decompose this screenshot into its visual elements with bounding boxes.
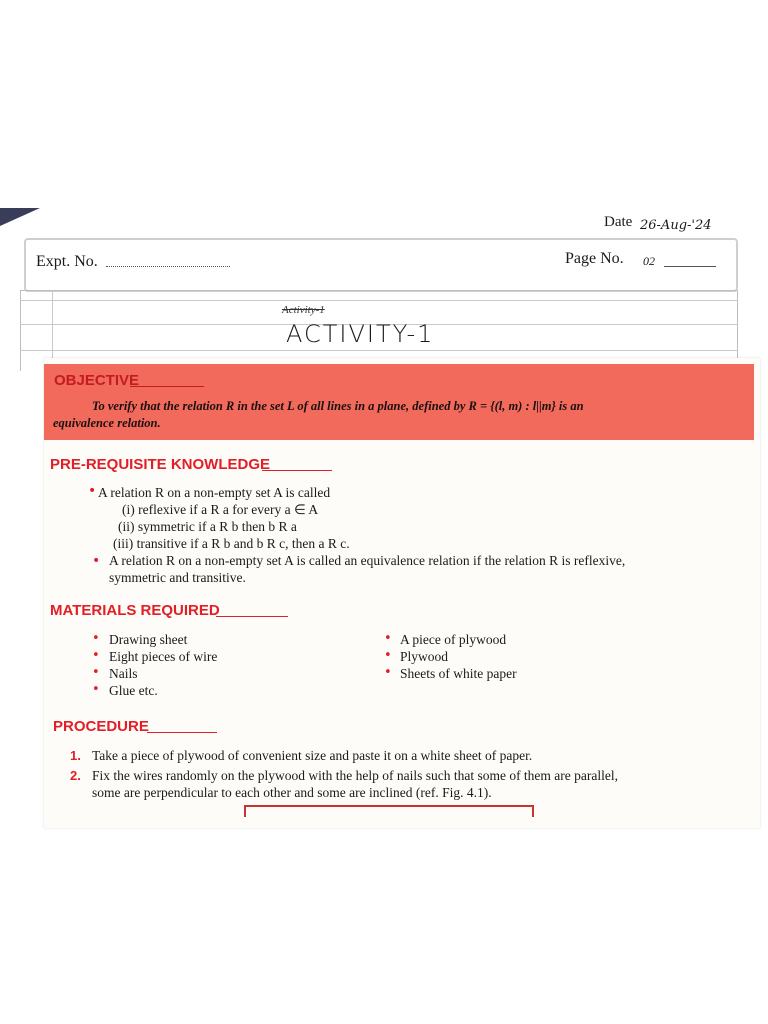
- page-no-blank: [664, 266, 716, 267]
- objective-underline: [130, 386, 204, 387]
- figure-frame: [244, 805, 534, 817]
- procedure-heading: PROCEDURE: [53, 718, 149, 735]
- material-item: Nails: [109, 666, 138, 681]
- date-label: Date: [604, 214, 633, 230]
- bullet-icon: •: [384, 648, 392, 663]
- bullet-icon: •: [384, 631, 392, 646]
- material-item: Plywood: [400, 649, 449, 664]
- bullet-icon: •: [88, 483, 97, 499]
- procedure-step: Fix the wires randomly on the plywood with the help of nails such that some of them are parallel,: [92, 768, 619, 783]
- struck-out-heading: Activity-1: [282, 304, 325, 316]
- expt-no-label: Expt. No.: [36, 253, 98, 270]
- prerequisite-subitem: (iii) transitive if a R b and b R c, then a R c.: [113, 536, 350, 551]
- ruled-line: [20, 300, 738, 301]
- objective-text-cont: equivalence relation.: [53, 416, 161, 430]
- objective-heading: OBJECTIVE: [54, 372, 140, 389]
- bullet-icon: •: [92, 631, 100, 646]
- material-item: Glue etc.: [109, 683, 158, 698]
- materials-heading: MATERIALS REQUIRED: [50, 602, 220, 619]
- bullet-icon: •: [384, 665, 392, 680]
- procedure-underline: [147, 732, 217, 733]
- prerequisite-subitem: (ii) symmetric if a R b then b R a: [118, 519, 297, 534]
- procedure-step-cont: some are perpendicular to each other and some are inclined (ref. Fig. 4.1).: [92, 785, 492, 800]
- bullet-icon: •: [92, 553, 101, 569]
- prerequisite-subitem: (i) reflexive if a R a for every a ∈ A: [122, 502, 319, 517]
- date-value: 26-Aug-'24: [640, 218, 712, 233]
- prerequisite-item-cont: symmetric and transitive.: [109, 570, 246, 585]
- prerequisite-underline: [262, 470, 332, 471]
- material-item: Drawing sheet: [109, 632, 188, 647]
- step-number: 2.: [70, 768, 81, 783]
- prerequisite-item: A relation R on a non-empty set A is called: [98, 485, 331, 500]
- expt-no-blank: [106, 266, 230, 267]
- ruled-line: [20, 350, 738, 351]
- material-item: Sheets of white paper: [400, 666, 517, 681]
- material-item: A piece of plywood: [400, 632, 507, 647]
- bullet-icon: •: [92, 665, 100, 680]
- material-item: Eight pieces of wire: [109, 649, 218, 664]
- materials-underline: [216, 616, 288, 617]
- page-no-label: Page No.: [565, 250, 624, 267]
- prerequisite-heading: PRE-REQUISITE KNOWLEDGE: [50, 456, 271, 473]
- prerequisite-item: A relation R on a non-empty set A is called an equivalence relation if the relation R is reflexive,: [109, 553, 626, 568]
- procedure-step: Take a piece of plywood of convenient size and paste it on a white sheet of paper.: [92, 748, 533, 763]
- objective-text: To verify that the relation R in the set L of all lines in a plane, defined by R = {(l, m) : l||m} is an: [92, 399, 584, 413]
- page-no-value: 02: [643, 254, 655, 268]
- activity-title: ACTIVITY-1: [286, 320, 435, 348]
- notebook-header-box: [24, 238, 738, 292]
- step-number: 1.: [70, 748, 81, 763]
- page-corner-shadow: [0, 208, 40, 226]
- bullet-icon: •: [92, 648, 100, 663]
- bullet-icon: •: [92, 682, 100, 697]
